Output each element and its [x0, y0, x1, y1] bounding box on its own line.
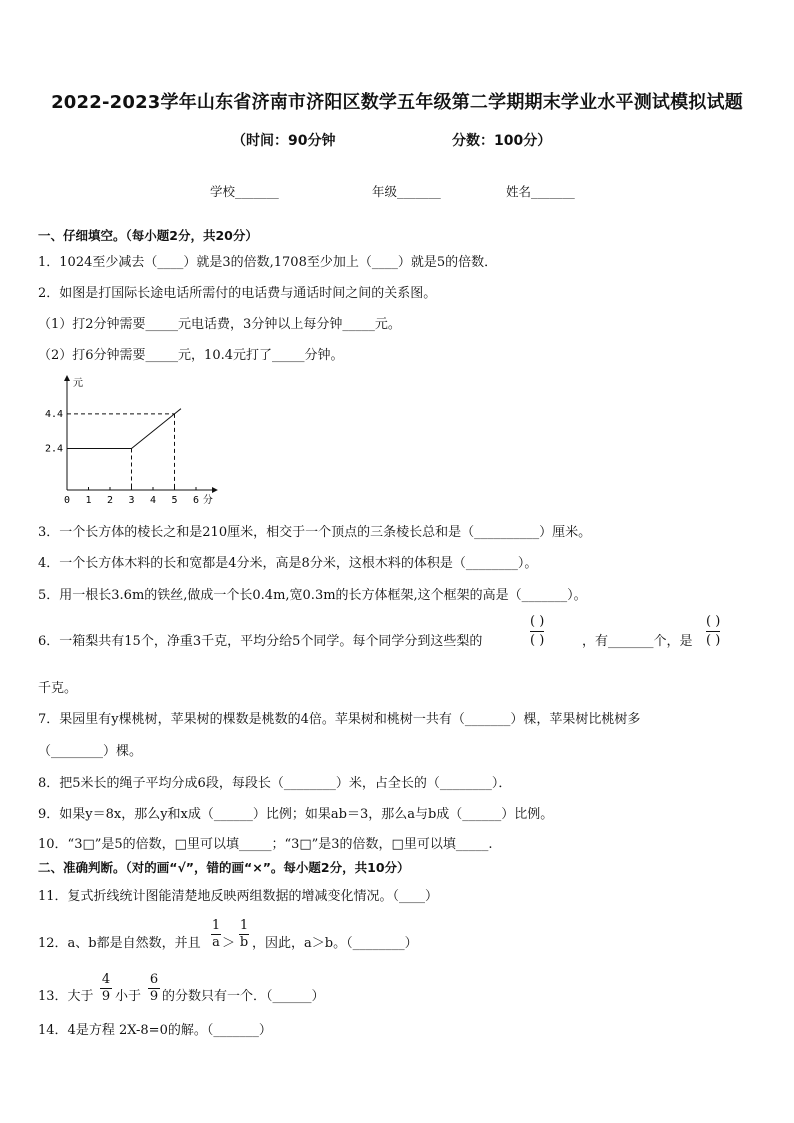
- question-6-text-a: 6．一箱梨共有15个，净重3千克，平均分给5个同学。每个同学分到这些梨的: [38, 634, 483, 649]
- question-13-fraction-4-9: [100, 972, 112, 1005]
- fraction-denominator: ( ): [530, 633, 545, 648]
- question-6-text-c: 千克。: [38, 681, 78, 696]
- phone-fee-chart: [36, 372, 236, 512]
- x-tick-label: 0: [63, 495, 71, 506]
- section-2-heading: 二、准确判断。（对的画“√”，错的画“×”。每小题2分，共10分）: [38, 860, 410, 875]
- x-tick-label: 2: [106, 495, 114, 506]
- fraction-numerator: ( ): [530, 614, 545, 629]
- fraction-denominator: b: [239, 935, 249, 950]
- fraction-numerator: 1: [211, 918, 221, 933]
- question-12-text-b: ，因此，a＞b。（________）: [252, 936, 418, 951]
- exam-time: （时间：90分钟: [232, 133, 336, 149]
- fee-series-line: [67, 409, 181, 449]
- grade-field: 年级_______: [372, 184, 441, 199]
- section-1-heading: 一、仔细填空。（每小题2分，共20分）: [38, 228, 258, 243]
- question-13-text-b: 的分数只有一个．（______）: [162, 989, 325, 1004]
- name-field: 姓名_______: [506, 184, 575, 199]
- question-13-text-a: 13．大于: [38, 989, 94, 1004]
- exam-score: 分数：100分）: [452, 133, 552, 149]
- question-6-fraction-1: [530, 613, 544, 650]
- question-13-text-mid: 小于: [115, 989, 142, 1004]
- question-9: 9．如果y＝8x，那么y和x成（______）比例；如果ab＝3，那么a与b成（______）比例。: [38, 807, 554, 822]
- question-2-part-1: （1）打2分钟需要_____元电话费，3分钟以上每分钟_____元。: [38, 317, 401, 332]
- question-5: 5．用一根长3.6m的铁丝,做成一个长0.4m,宽0.3m的长方体框架,这个框架的高是（_______）。: [38, 588, 587, 603]
- question-7-line-2: （________）棵。: [38, 744, 143, 759]
- x-tick-label: 5: [171, 495, 178, 506]
- x-tick-label: 1: [85, 495, 92, 506]
- fraction-numerator: 1: [239, 918, 249, 933]
- fraction-denominator: a: [212, 935, 220, 950]
- question-14: 14．4是方程 2X-8=0的解。（_______）: [38, 1023, 272, 1038]
- page-title: 2022-2023学年山东省济南市济阳区数学五年级第二学期期末学业水平测试模拟试题: [51, 92, 743, 113]
- question-10: 10．“3□”是5的倍数，□里可以填_____；“3□”是3的倍数，□里可以填_____.: [38, 837, 493, 852]
- question-12-fraction-1a: [211, 918, 221, 951]
- fraction-numerator: 4: [101, 972, 111, 987]
- school-field: 学校_______: [210, 184, 279, 199]
- question-3: 3．一个长方体的棱长之和是210厘米，相交于一个顶点的三条棱长总和是（__________）厘米。: [38, 525, 592, 540]
- greater-than-sign: ＞: [222, 936, 236, 951]
- y-tick-label: 4.4: [44, 408, 63, 420]
- question-7-line-1: 7．果园里有y棵桃树，苹果树的棵数是桃数的4倍。苹果树和桃树一共有（_______）棵，苹果树比桃树多: [38, 712, 641, 727]
- fraction-denominator: ( ): [706, 633, 721, 648]
- question-8: 8．把5米长的绳子平均分成6段，每段长（________）米，占全长的（________）．: [38, 776, 512, 791]
- fraction-denominator: 9: [101, 989, 111, 1004]
- fraction-numerator: ( ): [706, 614, 721, 629]
- x-axis-label: 分: [202, 495, 213, 506]
- question-4: 4．一个长方体木料的长和宽都是4分米，高是8分米，这根木料的体积是（________）。: [38, 556, 538, 571]
- question-13-fraction-6-9: [148, 972, 160, 1005]
- y-axis-label: 元: [73, 378, 83, 389]
- y-tick-label: 2.4: [44, 443, 63, 455]
- question-6-fraction-2: [706, 613, 720, 650]
- question-11: 11．复式折线统计图能清楚地反映两组数据的增减变化情况。（____）: [38, 889, 439, 904]
- x-tick-label: 3: [128, 495, 135, 506]
- fraction-denominator: 9: [149, 989, 159, 1004]
- fraction-numerator: 6: [149, 972, 159, 987]
- question-1: 1．1024至少减去（____）就是3的倍数,1708至少加上（____）就是5的倍数．: [38, 255, 498, 270]
- question-6-text-b: ，有_______个，是: [582, 634, 693, 649]
- x-tick-label: 6: [192, 495, 200, 506]
- question-12-text-a: 12．a、b都是自然数，并且: [38, 936, 201, 951]
- question-2: 2．如图是打国际长途电话所需付的电话费与通话时间之间的关系图。: [38, 286, 437, 301]
- x-tick-label: 4: [149, 495, 157, 506]
- question-12-fraction-1b: [239, 918, 249, 951]
- question-2-part-2: （2）打6分钟需要_____元，10.4元打了_____分钟。: [38, 348, 344, 363]
